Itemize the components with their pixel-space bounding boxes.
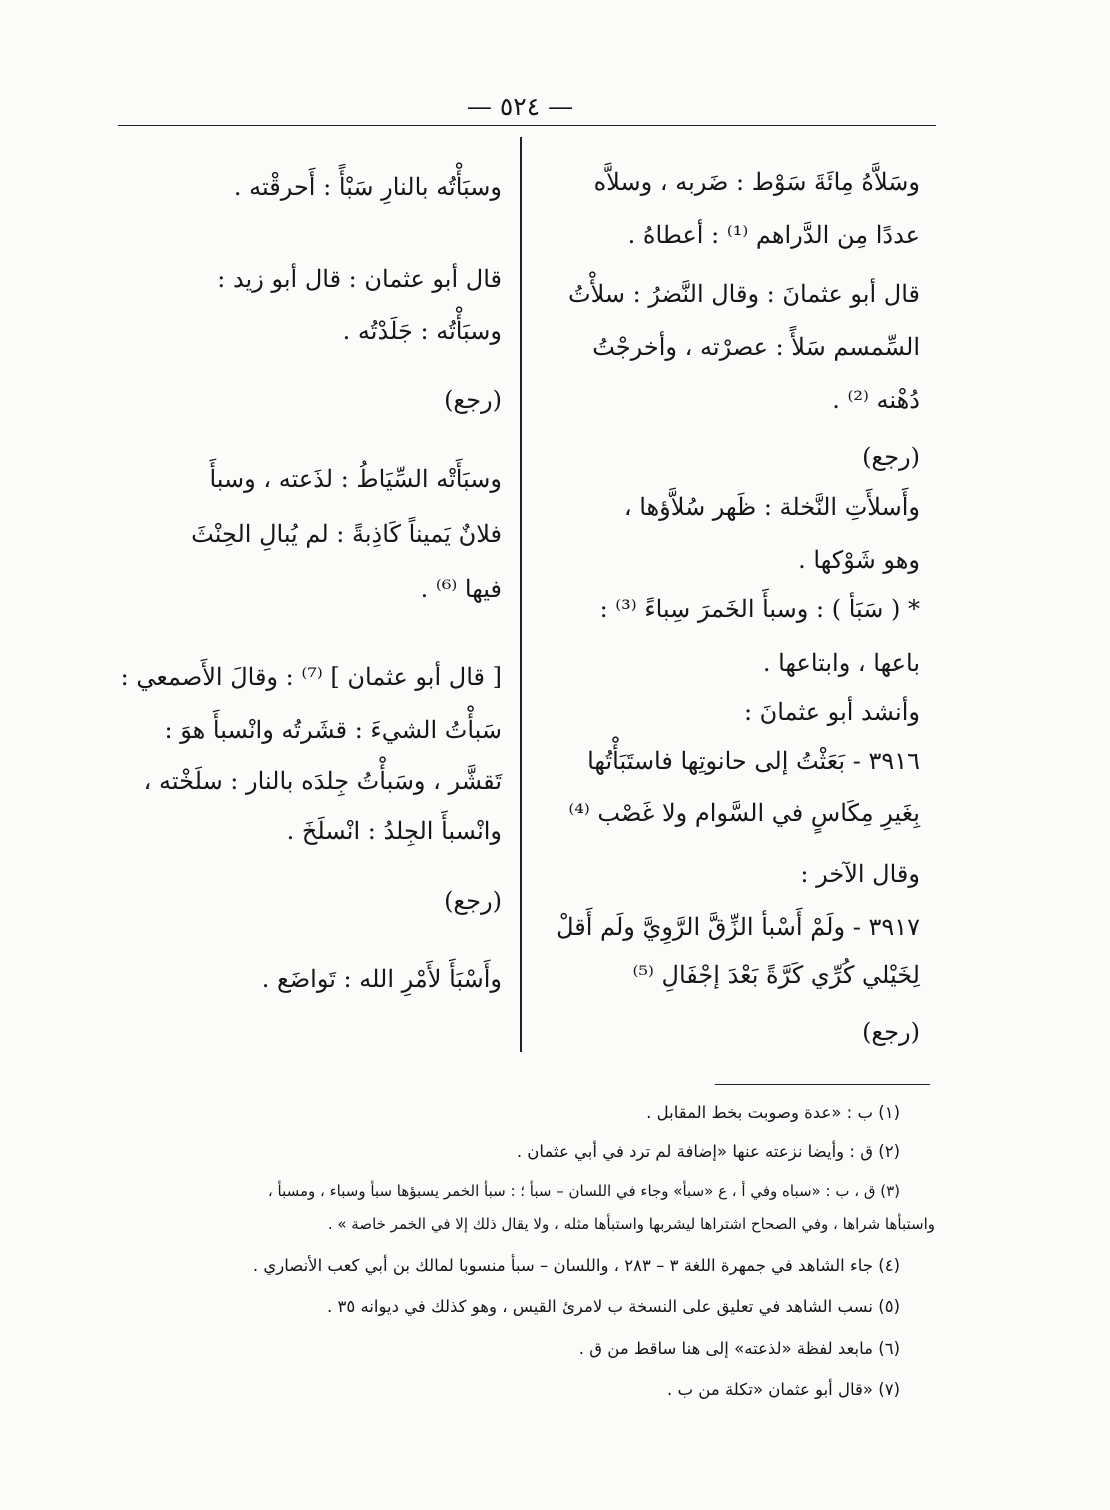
left-line: وسبَأْتُه : جَلَدْتُه . xyxy=(342,317,502,345)
left-line: وانْسبأَ الجِلدُ : انْسلَخَ . xyxy=(286,817,502,845)
left-line: فلانٌ يَميناً كَاذِبةً : لم يُبالِ الحِنْثَ xyxy=(191,520,502,548)
footnote-rule xyxy=(715,1084,930,1085)
right-line: لِخَيْلي كُرِّي كَرَّةً بَعْدَ إجْفَالِ ⁽⁵⁾ xyxy=(632,961,920,989)
left-line: وسبَأَتْه السِّيَاطُ : لذَعته ، وسبأَ xyxy=(209,465,502,493)
footnote: (٤) جاء الشاهد في جمهرة اللغة ٣ – ٢٨٣ ، واللسان – سبأ منسوبا لمالك بن أبي كعب الأنصاري . xyxy=(252,1256,900,1275)
right-line: بِغَيرِ مِكَاسٍ في السَّوام ولا غَصْب ⁽⁴⁾ xyxy=(568,799,920,827)
right-line: وقال الآخر : xyxy=(800,860,920,888)
right-line: وأَسلأَتِ النَّخلة : ظَهر سُلاَّؤها ، xyxy=(623,493,920,521)
footnote: (١) ب : «عدة وصوبت بخط المقابل . xyxy=(646,1103,900,1122)
right-line: ٣٩١٧ - ولَمْ أَسْبأ الزِّقَّ الرَّوِيَّ ولَم أَقلْ xyxy=(556,913,920,941)
right-line: قال أبو عثمانَ : وقال النَّضرُ : سلأْتُ xyxy=(567,280,920,308)
left-line: تَقشَّر ، وسَبأْتُ جِلدَه بالنار : سلَخْته ، xyxy=(143,767,502,795)
right-line: ٣٩١٦ - بَعَثْتُ إلى حانوتِها فاستَبَأْتُها xyxy=(587,747,920,775)
right-line: دُهْنه ⁽²⁾ . xyxy=(832,386,920,414)
header-rule xyxy=(118,125,936,126)
right-line: * ( سَبَأ ) : وسبأَ الخَمرَ سِباءً ⁽³⁾ : xyxy=(599,595,920,623)
right-line: السِّمسم سَلأً : عصرْته ، وأخرجْتُ xyxy=(592,333,920,361)
footnote: (٦) مابعد لفظة «لذعته» إلى هنا ساقط من ق . xyxy=(578,1339,900,1358)
page-number: — ٥٢٤ — xyxy=(466,92,574,121)
left-line: قال أبو عثمان : قال أبو زيد : xyxy=(217,265,502,293)
footnote: (٧) «قال أبو عثمان «تكلة من ب . xyxy=(667,1380,900,1399)
right-line: وهو شَوْكها . xyxy=(798,546,920,574)
left-line: وسبَأْتُه بالنارِ سَبْأً : أَحرقْته . xyxy=(233,173,502,201)
footnote: (٥) نسب الشاهد في تعليق على النسخة ب لامرئ القيس ، وهو كذلك في ديوانه ٣٥ . xyxy=(326,1297,900,1316)
right-line: عددًا مِن الدَّراهم ⁽¹⁾ : أعطاهُ . xyxy=(627,221,920,249)
footnote: واستبأها شراها ، وفي الصحاح اشتراها ليشربها واستبأها مثله ، ولا يقال ذلك إلا في الخمر خاصة » . xyxy=(327,1215,935,1233)
column-divider xyxy=(520,137,522,1052)
footnote: (٢) ق : وأيضا نزعته عنها «إضافة لم ترد في أبي عثمان . xyxy=(516,1142,900,1161)
left-line: (رجع) xyxy=(444,887,502,915)
left-line: فيها ⁽⁶⁾ . xyxy=(420,575,502,603)
footnote: (٣) ق ، ب : «سباه وفي أ ، ع «سبأ» وجاء في اللسان – سبأ ؛ : سبأ الخمر يسبؤها سبأ وسباء ، ومسبأ ، xyxy=(267,1182,900,1200)
left-line: وأَسْبَأَ لأَمْرِ الله : تَواضَع . xyxy=(261,965,502,993)
left-line: سَبأْتُ الشيءَ : قشَرتُه وانْسبأَ هوَ : xyxy=(164,716,502,744)
left-line: (رجع) xyxy=(444,386,502,414)
right-line: باعها ، وابتاعها . xyxy=(762,649,920,677)
right-line: (رجع) xyxy=(862,443,920,471)
right-line: وأنشد أبو عثمانَ : xyxy=(743,698,920,726)
right-line: (رجع) xyxy=(862,1018,920,1046)
right-line: وسَلاَّهُ مِائَةَ سَوْط : ضَربه ، وسلاَّه xyxy=(593,168,920,196)
left-line: [ قال أبو عثمان ] ⁽⁷⁾ : وقالَ الأَصمعي : xyxy=(120,663,502,691)
